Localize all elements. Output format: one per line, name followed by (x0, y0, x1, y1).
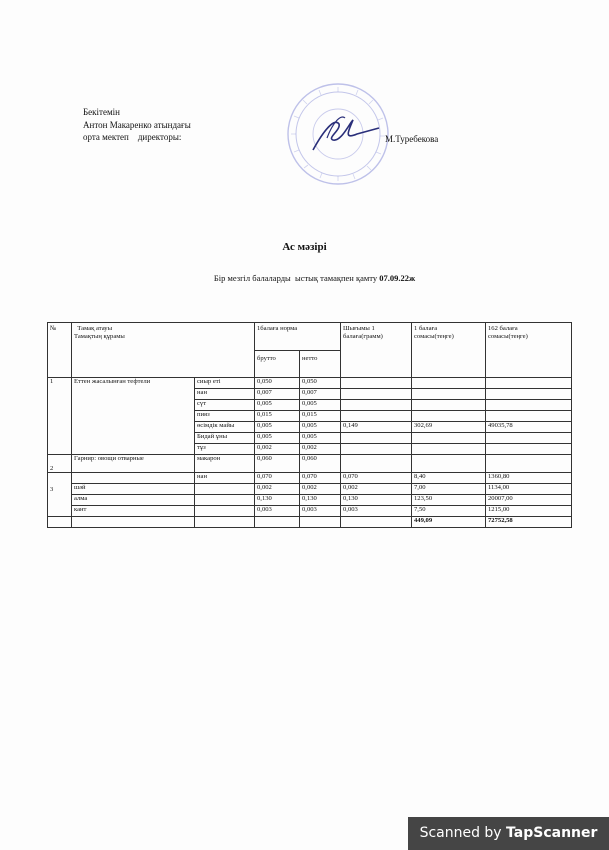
empty-cell (195, 495, 255, 506)
ingredient-brutto: 0,007 (255, 389, 300, 400)
table-header-row (48, 323, 572, 351)
empty-cell (72, 473, 195, 484)
school-stamp-with-signature (283, 78, 393, 190)
bread-cost1: 8,40 (412, 473, 486, 484)
empty-cell (486, 411, 572, 422)
empty-cell (341, 411, 412, 422)
dish1-yield: 0,149 (341, 422, 412, 433)
dish2-name: Гарнир: овощи отварные (72, 455, 195, 473)
dish1-num: 1 (48, 378, 72, 455)
ingredient-netto: 0,005 (300, 422, 341, 433)
scanner-brand: TapScanner (506, 825, 598, 841)
director-name: М.Туребекова (385, 134, 439, 144)
dish3-item-cost1: 7,50 (412, 506, 486, 517)
empty-cell (341, 389, 412, 400)
empty-cell (486, 400, 572, 411)
empty-cell (412, 378, 486, 389)
dish2-netto: 0,060 (300, 455, 341, 473)
dish3-item-brutto: 0,003 (255, 506, 300, 517)
dish3-item-brutto: 0,002 (255, 484, 300, 495)
table-row (48, 484, 572, 495)
dish3-item-netto: 0,130 (300, 495, 341, 506)
ingredient-name: пияз (195, 411, 255, 422)
header-cost162-line1: 162 балаға (488, 325, 518, 332)
dish3-item-name: шәй (72, 484, 195, 495)
dish1-cost1: 302,69 (412, 422, 486, 433)
table-row (48, 378, 572, 389)
ingredient-name: Бидай ұны (195, 433, 255, 444)
approval-line-1: Бекітемін (83, 107, 120, 117)
ingredient-name: тұз (195, 444, 255, 455)
empty-cell (412, 433, 486, 444)
total-cost1: 449,09 (412, 517, 486, 528)
total-cost162: 72752,58 (486, 517, 572, 528)
empty-cell (341, 455, 412, 473)
empty-cell (486, 433, 572, 444)
approval-line-2: Антон Макаренко атындағы (83, 119, 191, 130)
empty-cell (412, 455, 486, 473)
ingredient-brutto: 0,050 (255, 378, 300, 389)
dish3-num: 3 (48, 484, 72, 517)
header-norm: 1балаға норма (255, 323, 341, 351)
header-cost162 (486, 323, 572, 378)
header-num: № (48, 323, 72, 378)
dish2-ingredient: макарон (195, 455, 255, 473)
bread-netto: 0,070 (300, 473, 341, 484)
ingredient-brutto: 0,005 (255, 433, 300, 444)
ingredient-brutto: 0,005 (255, 422, 300, 433)
empty-cell (412, 400, 486, 411)
table-row (48, 506, 572, 517)
table-row (48, 473, 572, 484)
ingredient-netto: 0,005 (300, 433, 341, 444)
approval-line-3: орта мектеп директоры: (83, 132, 182, 142)
page-subtitle (0, 273, 609, 283)
ingredient-netto: 0,050 (300, 378, 341, 389)
empty-cell (341, 400, 412, 411)
dish3-item-netto: 0,002 (300, 484, 341, 495)
ingredient-brutto: 0,005 (255, 400, 300, 411)
ingredient-name: сиыр еті (195, 378, 255, 389)
approval-block (83, 106, 191, 144)
header-yield (341, 323, 412, 378)
header-name-line2: Тамақтың құрамы (74, 332, 125, 340)
header-cost1-line1: 1 балаға (414, 325, 438, 332)
empty-cell (195, 517, 255, 528)
header-netto: нетто (300, 351, 341, 378)
scanner-prefix: Scanned by (419, 825, 507, 841)
empty-cell (486, 389, 572, 400)
menu-table (47, 322, 572, 528)
dish3-item-netto: 0,003 (300, 506, 341, 517)
header-cost1-line2: сомасы(теңге) (414, 332, 454, 340)
header-cost162-line2: сомасы(теңге) (488, 332, 528, 340)
empty-cell (72, 517, 195, 528)
ingredient-netto: 0,007 (300, 389, 341, 400)
empty-cell (486, 444, 572, 455)
header-brutto: брутто (255, 351, 300, 378)
empty-cell (48, 473, 72, 484)
header-name (72, 323, 255, 378)
subtitle-text: Бір мезгіл балаларды ыстық тамақпен қамту (213, 273, 380, 283)
empty-cell (341, 378, 412, 389)
dish3-item-yield: 0,003 (341, 506, 412, 517)
empty-cell (486, 378, 572, 389)
empty-cell (195, 506, 255, 517)
empty-cell (195, 484, 255, 495)
dish3-item-name: алма (72, 495, 195, 506)
dish3-item-cost162: 1215,00 (486, 506, 572, 517)
ingredient-brutto: 0,015 (255, 411, 300, 422)
empty-cell (412, 444, 486, 455)
ingredient-netto: 0,005 (300, 400, 341, 411)
empty-cell (48, 517, 72, 528)
dish3-item-yield: 0,130 (341, 495, 412, 506)
dish3-item-cost1: 7,00 (412, 484, 486, 495)
table-row (48, 495, 572, 506)
ingredient-name: нан (195, 389, 255, 400)
scanner-watermark (408, 817, 609, 850)
header-name-line1: Тамақ атауы (74, 325, 113, 332)
dish3-item-cost1: 123,50 (412, 495, 486, 506)
ingredient-netto: 0,015 (300, 411, 341, 422)
empty-cell (341, 517, 412, 528)
dish1-name: Еттен жасалынған тефтели (72, 378, 195, 455)
empty-cell (412, 389, 486, 400)
dish2-brutto: 0,060 (255, 455, 300, 473)
empty-cell (341, 433, 412, 444)
dish3-item-yield: 0,002 (341, 484, 412, 495)
header-yield-line2: балаға(грамм) (343, 332, 383, 340)
empty-cell (412, 411, 486, 422)
bread-brutto: 0,070 (255, 473, 300, 484)
bread-cost162: 1360,80 (486, 473, 572, 484)
empty-cell (300, 517, 341, 528)
table-row (48, 455, 572, 473)
dish1-cost162: 49035,78 (486, 422, 572, 433)
empty-cell (255, 517, 300, 528)
ingredient-brutto: 0,002 (255, 444, 300, 455)
empty-cell (486, 455, 572, 473)
dish2-num: 2 (48, 455, 72, 473)
bread-name: нан (195, 473, 255, 484)
subtitle-date: 07.09.22ж (379, 273, 416, 283)
ingredient-netto: 0,002 (300, 444, 341, 455)
header-cost1 (412, 323, 486, 378)
page-title: Ас мәзірі (282, 241, 327, 253)
dish3-item-brutto: 0,130 (255, 495, 300, 506)
bread-yield: 0,070 (341, 473, 412, 484)
ingredient-name: сүт (195, 400, 255, 411)
ingredient-name: өсімдік майы (195, 422, 255, 433)
totals-row (48, 517, 572, 528)
header-yield-line1: Шығымы 1 (343, 325, 375, 332)
empty-cell (341, 444, 412, 455)
dish3-item-name: кант (72, 506, 195, 517)
dish3-item-cost162: 1134,00 (486, 484, 572, 495)
dish3-item-cost162: 20007,00 (486, 495, 572, 506)
